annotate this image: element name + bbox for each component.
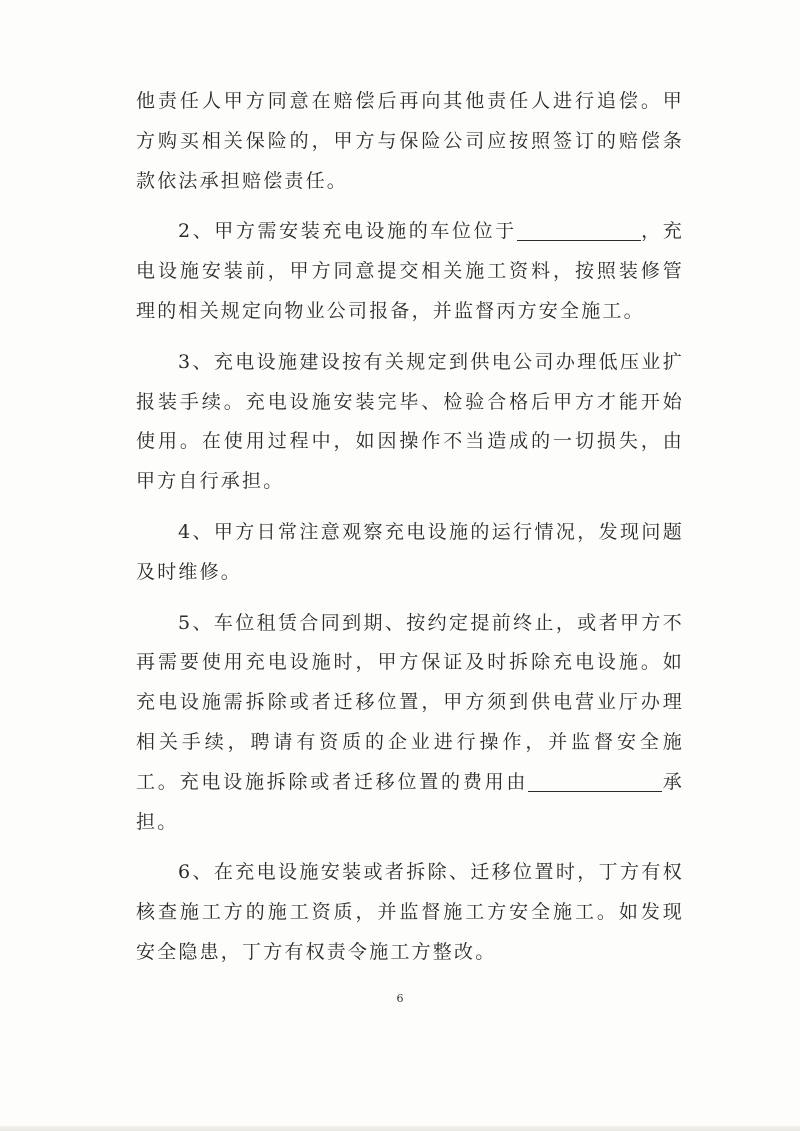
page-number: 6 bbox=[396, 992, 404, 1005]
clause-2-text-after: ，充电设施安装前，甲方同意提交相关施工资料，按照装修管理的相关规定向物业公司报备，并监督丙方安全施工。 bbox=[136, 220, 684, 322]
fee-bearer-blank[interactable] bbox=[528, 771, 662, 792]
parking-space-blank[interactable] bbox=[517, 220, 641, 241]
paragraph-continuation: 他责任人甲方同意在赔偿后再向其他责任人进行追偿。甲方购买相关保险的，甲方与保险公司应按照签订的赔偿条款依法承担赔偿责任。 bbox=[136, 90, 684, 192]
clause-2-text-before: 2、甲方需安装充电设施的车位位于 bbox=[178, 220, 517, 243]
paragraph-clause-5 bbox=[136, 604, 684, 843]
paragraph-clause-3: 3、充电设施建设按有关规定到供电公司办理低压业扩报装手续。充电设施安装完毕、检验合格后甲方才能开始使用。在使用过程中，如因操作不当造成的一切损失，由甲方自行承担。 bbox=[136, 350, 684, 493]
clause-5-text-after: 承担。 bbox=[136, 770, 684, 833]
paragraph-clause-4: 4、甲方日常注意观察充电设施的运行情况，发现问题及时维修。 bbox=[136, 520, 684, 583]
document-body bbox=[136, 82, 684, 984]
scan-edge-divider bbox=[0, 1126, 800, 1131]
paragraph-clause-2 bbox=[136, 212, 684, 331]
paragraph-clause-6: 6、在充电设施安装或者拆除、迁移位置时，丁方有权核查施工方的施工资质，并监督施工方安全施工。如发现安全隐患，丁方有权责令施工方整改。 bbox=[136, 861, 684, 963]
clause-5-text-before: 5、车位租赁合同到期、按约定提前终止，或者甲方不再需要使用充电设施时，甲方保证及时拆除充电设施。如充电设施需拆除或者迁移位置，甲方须到供电营业厅办理相关手续，聘请有资质的企业进行操作，并监督安全施工。充电设施拆除或者迁移位置的费用由 bbox=[136, 611, 684, 793]
